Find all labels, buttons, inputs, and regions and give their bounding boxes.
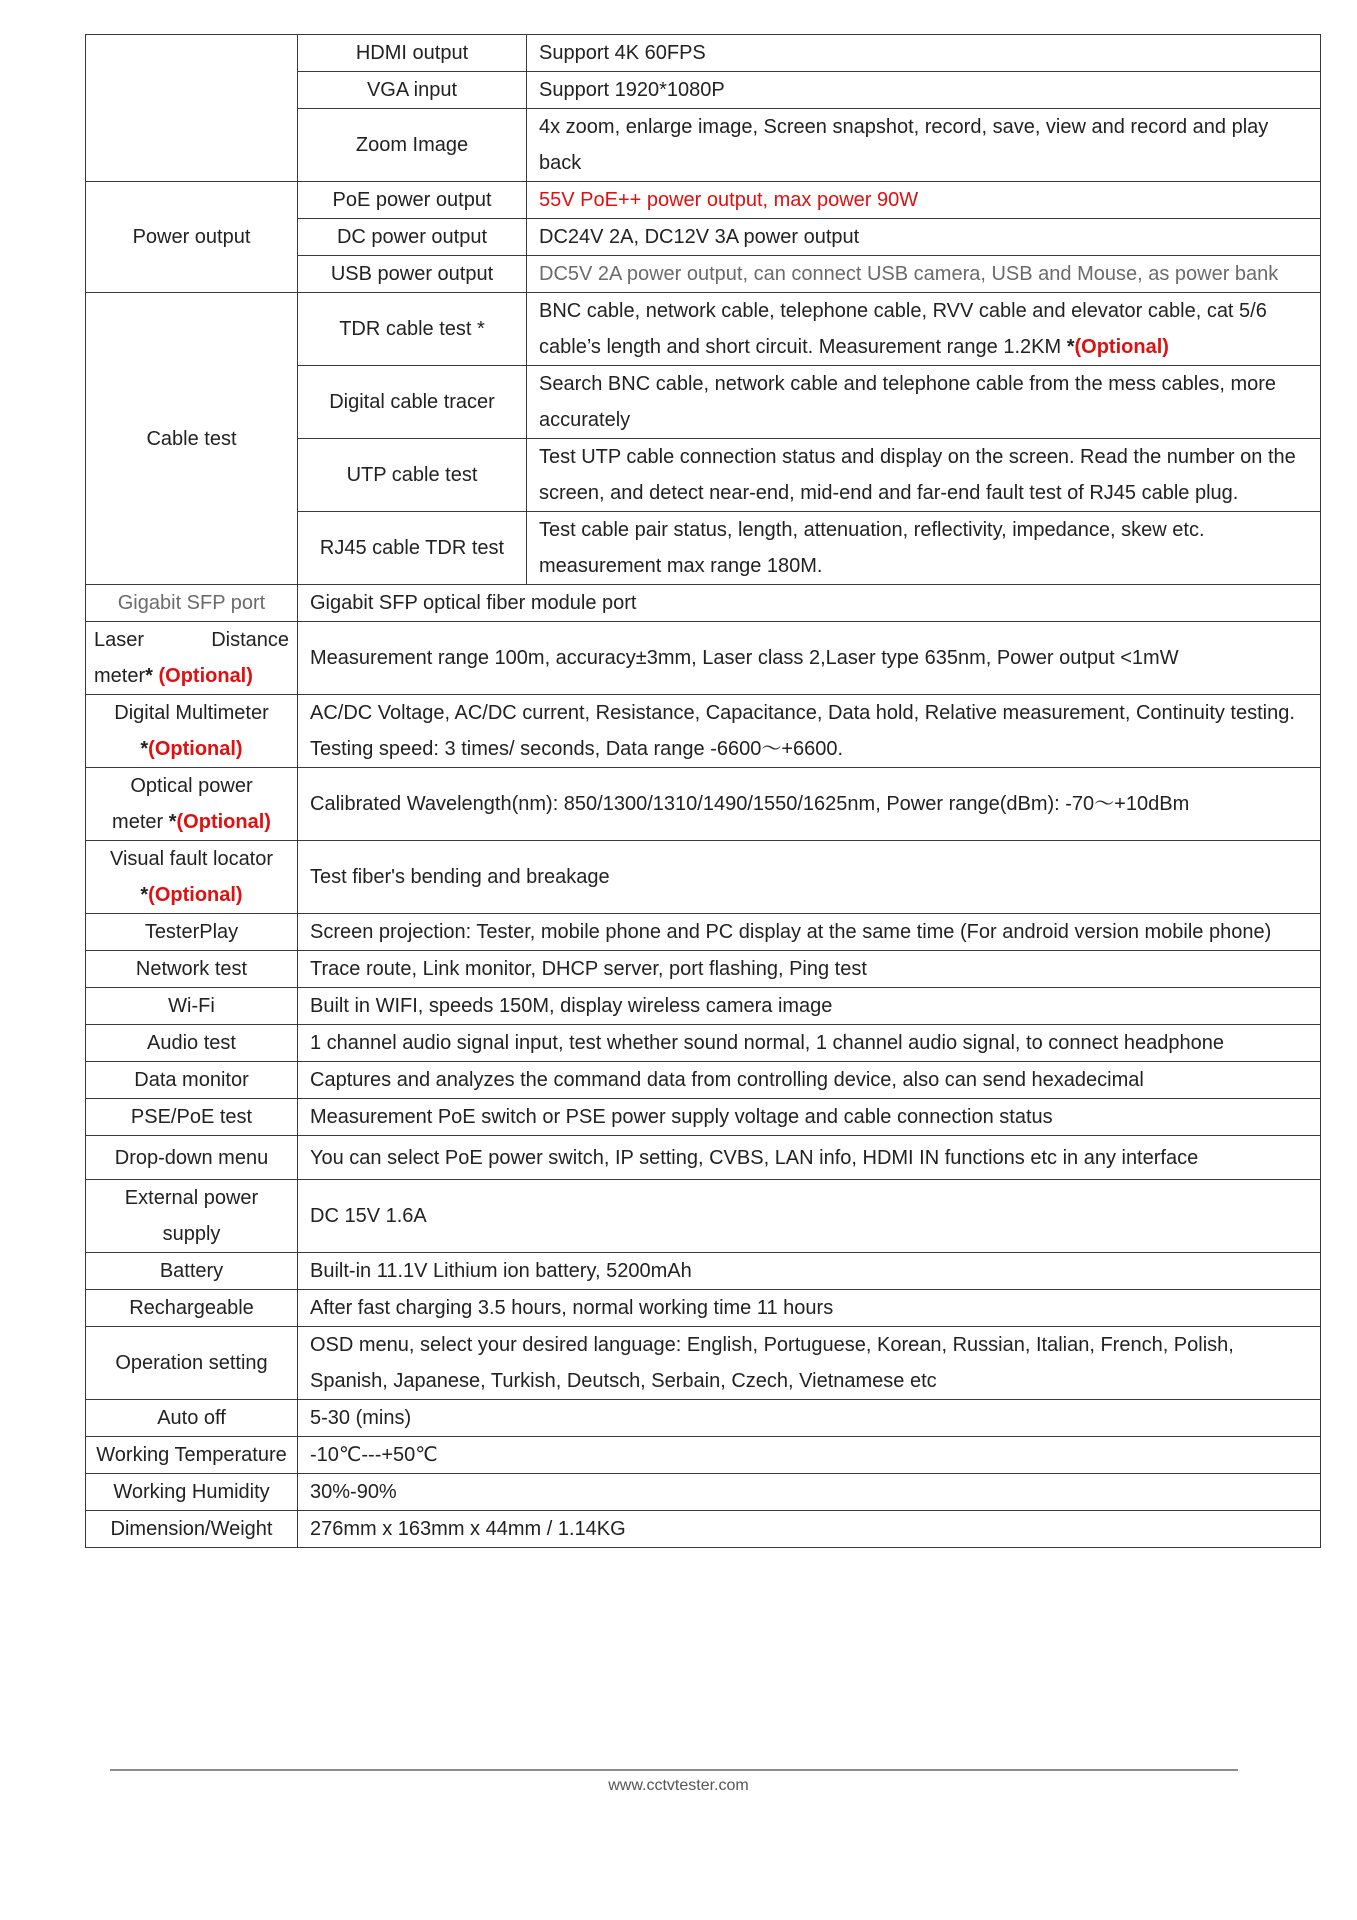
row-audio-test <box>86 1025 1321 1062</box>
label-line: Digital Multimeter <box>114 702 269 724</box>
category-label: Battery <box>86 1253 298 1290</box>
spec-value: Test fiber's bending and breakage <box>298 841 1321 914</box>
spec-value: DC5V 2A power output, can connect USB camera, USB and Mouse, as power bank <box>527 256 1321 293</box>
category-label: Rechargeable <box>86 1290 298 1327</box>
spec-value: Captures and analyzes the command data from controlling device, also can send hexadecimal <box>298 1062 1321 1099</box>
row-poe-power-output <box>86 182 1321 219</box>
spec-value: Trace route, Link monitor, DHCP server, port flashing, Ping test <box>298 951 1321 988</box>
category-label: Drop-down menu <box>86 1136 298 1180</box>
category-label <box>86 695 298 768</box>
row-data-monitor <box>86 1062 1321 1099</box>
sub-label: UTP cable test <box>298 439 527 512</box>
sub-label: VGA input <box>298 72 527 109</box>
sub-label: Zoom Image <box>298 109 527 182</box>
spec-value: Built in WIFI, speeds 150M, display wireless camera image <box>298 988 1321 1025</box>
spec-value: Measurement range 100m, accuracy±3mm, Laser class 2,Laser type 635nm, Power output <1mW <box>298 622 1321 695</box>
spec-value: Gigabit SFP optical fiber module port <box>298 585 1321 622</box>
row-working-humidity <box>86 1474 1321 1511</box>
spec-value: Built-in 11.1V Lithium ion battery, 5200mAh <box>298 1253 1321 1290</box>
label-word: Distance <box>211 629 289 651</box>
category-label: Data monitor <box>86 1062 298 1099</box>
category-label: Dimension/Weight <box>86 1511 298 1548</box>
label-line <box>94 877 289 913</box>
spec-value: 276mm x 163mm x 44mm / 1.14KG <box>298 1511 1321 1548</box>
row-tdr-cable-test <box>86 293 1321 366</box>
label-line <box>94 658 289 694</box>
label-word: Laser <box>94 629 145 651</box>
row-network-test <box>86 951 1321 988</box>
label-line <box>94 804 289 840</box>
spec-value: AC/DC Voltage, AC/DC current, Resistance, Capacitance, Data hold, Relative measurement, Continuity testing. Testing speed: 3 times/ seconds, Data range -6600～+6600. <box>298 695 1321 768</box>
category-label: Working Temperature <box>86 1437 298 1474</box>
row-operation-setting <box>86 1327 1321 1400</box>
category-label-cable-test: Cable test <box>86 293 298 585</box>
category-label: Operation setting <box>86 1327 298 1400</box>
sub-label: RJ45 cable TDR test <box>298 512 527 585</box>
label-line <box>94 731 289 767</box>
display-group-label <box>86 35 298 182</box>
row-working-temperature <box>86 1437 1321 1474</box>
row-hdmi-output <box>86 35 1321 72</box>
spec-value: Screen projection: Tester, mobile phone and PC display at the same time (For android version mobile phone) <box>298 914 1321 951</box>
spec-value: DC 15V 1.6A <box>298 1180 1321 1253</box>
sub-label: TDR cable test * <box>298 293 527 366</box>
category-label: TesterPlay <box>86 914 298 951</box>
label-word: meter <box>112 811 169 833</box>
label-line: Optical power <box>130 775 253 797</box>
spec-value: 1 channel audio signal input, test whether sound normal, 1 channel audio signal, to connect headphone <box>298 1025 1321 1062</box>
spec-value: Measurement PoE switch or PSE power supply voltage and cable connection status <box>298 1099 1321 1136</box>
category-label <box>86 622 298 695</box>
row-digital-multimeter <box>86 695 1321 768</box>
category-label: External power supply <box>86 1180 298 1253</box>
row-pse-poe-test <box>86 1099 1321 1136</box>
spec-value: 5-30 (mins) <box>298 1400 1321 1437</box>
category-label-power-output: Power output <box>86 182 298 293</box>
category-label: Audio test <box>86 1025 298 1062</box>
category-label <box>86 768 298 841</box>
footer-url: www.cctvtester.com <box>608 1777 749 1794</box>
spec-value: Support 4K 60FPS <box>527 35 1321 72</box>
optional-star: * <box>1066 336 1075 358</box>
category-label: Working Humidity <box>86 1474 298 1511</box>
sub-label: USB power output <box>298 256 527 293</box>
sub-label: HDMI output <box>298 35 527 72</box>
row-rechargeable <box>86 1290 1321 1327</box>
category-label: Network test <box>86 951 298 988</box>
spec-value: You can select PoE power switch, IP setting, CVBS, LAN info, HDMI IN functions etc in any interface <box>298 1136 1321 1180</box>
spec-value: 30%-90% <box>298 1474 1321 1511</box>
spec-table <box>85 34 1321 1548</box>
row-battery <box>86 1253 1321 1290</box>
label-word: meter <box>94 665 146 687</box>
optional-star: * <box>140 884 149 906</box>
row-drop-down-menu <box>86 1136 1321 1180</box>
row-dimension-weight <box>86 1511 1321 1548</box>
sub-label: DC power output <box>298 219 527 256</box>
spec-value: After fast charging 3.5 hours, normal working time 11 hours <box>298 1290 1321 1327</box>
category-label <box>86 841 298 914</box>
row-testerplay <box>86 914 1321 951</box>
sub-label: PoE power output <box>298 182 527 219</box>
optional-tag: (Optional) <box>1074 336 1169 358</box>
row-wifi <box>86 988 1321 1025</box>
label-line: Visual fault locator <box>109 848 274 870</box>
spec-value: DC24V 2A, DC12V 3A power output <box>527 219 1321 256</box>
footer-divider <box>110 1769 1238 1771</box>
category-label: Wi-Fi <box>86 988 298 1025</box>
row-laser-distance-meter <box>86 622 1321 695</box>
spec-value-highlight: 55V PoE++ power output, max power 90W <box>527 182 1321 219</box>
spec-value: OSD menu, select your desired language: English, Portuguese, Korean, Russian, Italian, French, Polish, Spanish, Japanese, Turkish, Deutsch, Serbain, Czech, Vietnamese etc <box>298 1327 1321 1400</box>
spec-value: -10℃---+50℃ <box>298 1437 1321 1474</box>
row-gigabit-sfp-port <box>86 585 1321 622</box>
spec-value <box>527 293 1321 366</box>
optional-tag: (Optional) <box>148 884 243 906</box>
category-label: Auto off <box>86 1400 298 1437</box>
spec-value: Search BNC cable, network cable and telephone cable from the mess cables, more accurately <box>527 366 1321 439</box>
spec-value: Test UTP cable connection status and display on the screen. Read the number on the screen, and detect near-end, mid-end and far-end fault test of RJ45 cable plug. <box>527 439 1321 512</box>
sub-label: Digital cable tracer <box>298 366 527 439</box>
spec-value: Calibrated Wavelength(nm): 850/1300/1310/1490/1550/1625nm, Power range(dBm): -70～+10dBm <box>298 768 1321 841</box>
optional-tag: (Optional) <box>176 811 271 833</box>
row-external-power-supply <box>86 1180 1321 1253</box>
optional-tag: (Optional) <box>152 665 253 687</box>
category-label: PSE/PoE test <box>86 1099 298 1136</box>
optional-star: * <box>140 738 149 760</box>
spec-text: BNC cable, network cable, telephone cable, RVV cable and elevator cable, cat 5/6 cable’s length and short circuit. Measurement range 1.2KM <box>539 300 1267 358</box>
optional-star: * <box>168 811 177 833</box>
category-label: Gigabit SFP port <box>86 585 298 622</box>
optional-star: * <box>145 665 153 687</box>
row-visual-fault-locator <box>86 841 1321 914</box>
spec-value: Test cable pair status, length, attenuation, reflectivity, impedance, skew etc. measurement max range 180M. <box>527 512 1321 585</box>
spec-value: 4x zoom, enlarge image, Screen snapshot, record, save, view and record and play back <box>527 109 1321 182</box>
row-auto-off <box>86 1400 1321 1437</box>
row-optical-power-meter <box>86 768 1321 841</box>
label-line <box>94 622 289 658</box>
optional-tag: (Optional) <box>148 738 243 760</box>
spec-value: Support 1920*1080P <box>527 72 1321 109</box>
